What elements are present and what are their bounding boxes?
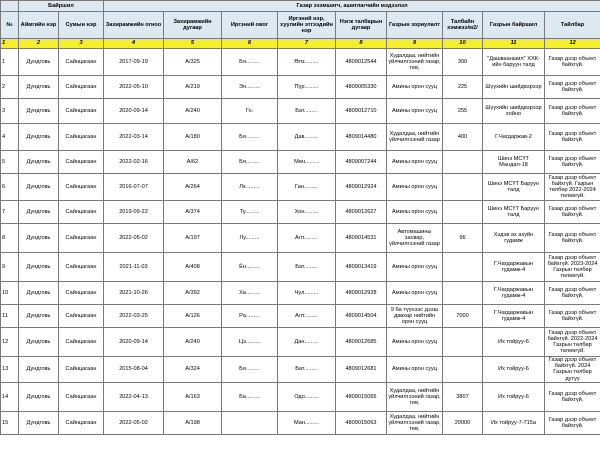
- cell-order-number: А/408: [164, 253, 222, 282]
- cell-parcel-number: 4809005330: [336, 76, 387, 99]
- cell-order-date: 2022-03-14: [104, 124, 164, 151]
- table-row: [1, 357, 600, 383]
- cell-order-number: А/325: [164, 49, 222, 76]
- cell-no: 4: [1, 124, 19, 151]
- cell-no: 9: [1, 253, 19, 282]
- cell-notes: Газар дээр объект байхгүй.: [545, 99, 600, 124]
- cell-area: 96: [443, 224, 483, 253]
- cell-order-date: 2020-09-14: [104, 328, 164, 357]
- column-header-order-date: Захирамжийн огноо: [104, 12, 164, 39]
- cell-notes: Газар дээр объект байхгүй.: [545, 305, 600, 328]
- cell-notes: Газар дээр объект байхгүй.: [545, 282, 600, 305]
- cell-soum: Сайнцагаан: [59, 124, 104, 151]
- cell-land-location: Их тойруу-6: [483, 357, 545, 383]
- cell-name: Бат.........: [278, 99, 336, 124]
- column-header-area: Талбайн хэмжээ/м2/: [443, 12, 483, 39]
- table-row: [1, 76, 600, 99]
- column-number: 11: [483, 39, 545, 49]
- cell-land-location: Г.Чагдаржавын гудамж-4: [483, 305, 545, 328]
- cell-aimag: Дундговь: [19, 124, 59, 151]
- table-row: [1, 411, 600, 434]
- cell-land-location: Их тойруу-7-715а: [483, 411, 545, 434]
- cell-surname: Бя.........: [222, 124, 278, 151]
- cell-soum: Сайнцагаан: [59, 99, 104, 124]
- cell-aimag: Дундговь: [19, 282, 59, 305]
- cell-aimag: Дундговь: [19, 151, 59, 174]
- cell-surname: Ра.........: [222, 305, 278, 328]
- cell-aimag: Дундговь: [19, 99, 59, 124]
- cell-no: 12: [1, 328, 19, 357]
- cell-order-number: А/240: [164, 328, 222, 357]
- table-row: [1, 124, 600, 151]
- cell-soum: Сайнцагаан: [59, 328, 104, 357]
- cell-soum: Сайнцагаан: [59, 174, 104, 201]
- cell-soum: Сайнцагаан: [59, 224, 104, 253]
- cell-area: 3807: [443, 382, 483, 411]
- column-number: 6: [222, 39, 278, 49]
- cell-parcel-number: 4809007244: [336, 151, 387, 174]
- cell-land-purpose: Худалдаа, нийтийн үйлчилгээний газар, тев,: [387, 382, 443, 411]
- cell-no: 6: [1, 174, 19, 201]
- table-row: [1, 328, 600, 357]
- cell-order-number: А/62: [164, 151, 222, 174]
- cell-notes: Газар дээр объект байхгүй.: [545, 411, 600, 434]
- cell-parcel-number: 4809012685: [336, 328, 387, 357]
- column-header-no: №: [1, 12, 19, 39]
- cell-aimag: Дундговь: [19, 224, 59, 253]
- cell-surname: Бя.........: [222, 151, 278, 174]
- cell-order-number: А/219: [164, 76, 222, 99]
- cell-order-date: 2022-05-10: [104, 76, 164, 99]
- column-number: 10: [443, 39, 483, 49]
- cell-surname: Бя.........: [222, 49, 278, 76]
- cell-name: Мөн.........: [278, 151, 336, 174]
- cell-aimag: Дундговь: [19, 382, 59, 411]
- cell-order-number: А/392: [164, 282, 222, 305]
- cell-order-date: 2021-11-03: [104, 253, 164, 282]
- column-number: 12: [545, 39, 600, 49]
- cell-parcel-number: 4809014480: [336, 124, 387, 151]
- cell-surname: Бя.........: [222, 357, 278, 383]
- cell-land-purpose: Амины орон сууц: [387, 99, 443, 124]
- cell-no: 10: [1, 282, 19, 305]
- cell-aimag: Дундговь: [19, 305, 59, 328]
- column-header-order-number: Захирамжийн дугаар: [164, 12, 222, 39]
- column-header-land-location: Газрын байршил: [483, 12, 545, 39]
- cell-land-purpose: Худалдаа, нийтийн үйлчилгээний газар, тев,: [387, 411, 443, 434]
- cell-land-purpose: Амины орон сууц: [387, 253, 443, 282]
- cell-aimag: Дундговь: [19, 76, 59, 99]
- column-header-surname: Иргэний овог: [222, 12, 278, 39]
- group-header-land-owner: Газар эзэмшигч, ашиглагчийн мэдээлэл: [104, 1, 600, 12]
- cell-land-location: Шүүхийн шийдвэрээр хойно: [483, 99, 545, 124]
- cell-land-purpose: Амины орон сууц: [387, 357, 443, 383]
- cell-order-number: А/324: [164, 357, 222, 383]
- group-header-location: Байршил: [19, 1, 104, 12]
- cell-no: 2: [1, 76, 19, 99]
- cell-land-location: Г.Чагдаржавын гудамж-4: [483, 253, 545, 282]
- cell-notes: Газар дээр объект байхгүй.: [545, 224, 600, 253]
- table-row: [1, 49, 600, 76]
- cell-order-date: 2021-10-26: [104, 282, 164, 305]
- column-header-parcel-number: Нэгж талбарын дугаар: [336, 12, 387, 39]
- cell-land-location: Шинэ МСҮТ Баруун талд: [483, 201, 545, 224]
- cell-no: 3: [1, 99, 19, 124]
- cell-area: [443, 328, 483, 357]
- column-number: 9: [387, 39, 443, 49]
- column-number: 3: [59, 39, 104, 49]
- cell-aimag: Дундговь: [19, 253, 59, 282]
- table-row: [1, 151, 600, 174]
- cell-area: [443, 253, 483, 282]
- cell-parcel-number: 4809014504: [336, 305, 387, 328]
- cell-soum: Сайнцагаан: [59, 357, 104, 383]
- cell-no: 7: [1, 201, 19, 224]
- table-row: [1, 201, 600, 224]
- cell-area: [443, 357, 483, 383]
- cell-parcel-number: 4809012544: [336, 49, 387, 76]
- cell-order-date: 2016-07-07: [104, 174, 164, 201]
- cell-area: 400: [443, 124, 483, 151]
- cell-area: 225: [443, 76, 483, 99]
- column-number: 5: [164, 39, 222, 49]
- cell-area: 300: [443, 49, 483, 76]
- cell-name: Алт.........: [278, 305, 336, 328]
- cell-land-purpose: Амины орон сууц: [387, 328, 443, 357]
- column-number: 8: [336, 39, 387, 49]
- cell-name: Дав.........: [278, 124, 336, 151]
- cell-no: 5: [1, 151, 19, 174]
- cell-no: 13: [1, 357, 19, 383]
- cell-aimag: Дундговь: [19, 411, 59, 434]
- cell-surname: Ха.........: [222, 282, 278, 305]
- cell-area: [443, 201, 483, 224]
- cell-land-purpose: Амины орон сууц: [387, 174, 443, 201]
- cell-land-purpose: Амины орон сууц: [387, 282, 443, 305]
- column-number: 1: [1, 39, 19, 49]
- cell-notes: Газар дээр объект байхгүй.: [545, 201, 600, 224]
- table-row: [1, 253, 600, 282]
- cell-order-number: А/197: [164, 224, 222, 253]
- cell-no: 14: [1, 382, 19, 411]
- cell-order-number: А/264: [164, 174, 222, 201]
- cell-notes: Газар дээр объект байхгүй.: [545, 76, 600, 99]
- cell-surname: Ён.........: [222, 253, 278, 282]
- cell-name: Ман.........: [278, 411, 336, 434]
- cell-order-date: 2022-03-25: [104, 305, 164, 328]
- cell-soum: Сайнцагаан: [59, 282, 104, 305]
- cell-parcel-number: 4809013419: [336, 253, 387, 282]
- table-row: [1, 224, 600, 253]
- cell-aimag: Дундговь: [19, 174, 59, 201]
- cell-land-location: Шүүхийн шийдвэрээр: [483, 76, 545, 99]
- column-number: 7: [278, 39, 336, 49]
- cell-land-purpose: Автомашины засвар, үйлчилгээний газар: [387, 224, 443, 253]
- cell-aimag: Дундговь: [19, 201, 59, 224]
- cell-notes: Газар дээр объект байхгүй.: [545, 382, 600, 411]
- cell-soum: Сайнцагаан: [59, 411, 104, 434]
- cell-no: 8: [1, 224, 19, 253]
- cell-order-number: А/126: [164, 305, 222, 328]
- cell-surname: Го.: [222, 99, 278, 124]
- table-row: [1, 99, 600, 124]
- cell-soum: Сайнцагаан: [59, 151, 104, 174]
- cell-area: [443, 151, 483, 174]
- cell-order-date: 2015-08-04: [104, 357, 164, 383]
- cell-notes: Газар дээр объект байхгүй.: [545, 151, 600, 174]
- cell-parcel-number: 4809012928: [336, 282, 387, 305]
- cell-notes: Газар дээр объект байхгүй. 2023-2024 Газрын төлбөр төлөөгүй.: [545, 253, 600, 282]
- cell-area: [443, 282, 483, 305]
- cell-name: Бат.........: [278, 357, 336, 383]
- cell-name: Пүр.........: [278, 76, 336, 99]
- cell-parcel-number: 4809012681: [336, 357, 387, 383]
- table-row: [1, 305, 600, 328]
- cell-area: 20000: [443, 411, 483, 434]
- cell-aimag: Дундговь: [19, 328, 59, 357]
- cell-parcel-number: 4809015063: [336, 411, 387, 434]
- column-number: 4: [104, 39, 164, 49]
- cell-notes: Газар дээр объект байхгүй.: [545, 124, 600, 151]
- cell-order-number: А/374: [164, 201, 222, 224]
- cell-land-location: Г.Чагдаржав-2: [483, 124, 545, 151]
- cell-area: [443, 174, 483, 201]
- cell-surname: Ба.........: [222, 382, 278, 411]
- column-header-aimag: Аймгийн нэр: [19, 12, 59, 39]
- cell-land-purpose: Худалдаа, нийтийн үйлчилгээний газар: [387, 124, 443, 151]
- cell-no: 15: [1, 411, 19, 434]
- cell-name: Бат.........: [278, 253, 336, 282]
- cell-no: 11: [1, 305, 19, 328]
- cell-soum: Сайнцагаан: [59, 49, 104, 76]
- cell-name: Одо.........: [278, 382, 336, 411]
- column-header-notes: Тайлбар: [545, 12, 600, 39]
- column-header-land-purpose: Газрын зориулалт: [387, 12, 443, 39]
- cell-name: Өлз.........: [278, 49, 336, 76]
- cell-parcel-number: 4809015065: [336, 382, 387, 411]
- cell-order-number: А/163: [164, 382, 222, 411]
- cell-area: 255: [443, 99, 483, 124]
- cell-soum: Сайнцагаан: [59, 253, 104, 282]
- cell-land-location: "Дашвааншил" ХХК-ийн баруун талд: [483, 49, 545, 76]
- cell-notes: Газар дээр объект байхгүй. Газрын төлбөр 2022-2024 төлөөгүй.: [545, 174, 600, 201]
- cell-aimag: Дундговь: [19, 49, 59, 76]
- cell-order-date: 2020-09-14: [104, 99, 164, 124]
- cell-land-location: Их тойруу-6: [483, 382, 545, 411]
- group-header-blank: [1, 1, 19, 12]
- cell-notes: Газар дээр объект байхгүй.: [545, 49, 600, 76]
- cell-parcel-number: 4809012710: [336, 99, 387, 124]
- cell-soum: Сайнцагаан: [59, 305, 104, 328]
- cell-parcel-number: 4809014531: [336, 224, 387, 253]
- column-header-name: Иргэний нэр, хуулийн этгээдийн нэр: [278, 12, 336, 39]
- cell-land-purpose: Амины орон сууц: [387, 201, 443, 224]
- cell-order-date: 2022-05-02: [104, 224, 164, 253]
- cell-soum: Сайнцагаан: [59, 201, 104, 224]
- cell-parcel-number: 4809012924: [336, 174, 387, 201]
- cell-surname: Ту.........: [222, 201, 278, 224]
- cell-surname: Эн.........: [222, 76, 278, 99]
- cell-surname: Лу.........: [222, 224, 278, 253]
- cell-land-location: Шинэ МСҮТ Баруун талд: [483, 174, 545, 201]
- cell-name: Ган.........: [278, 174, 336, 201]
- cell-area: 7000: [443, 305, 483, 328]
- cell-land-location: Их тойруу-6: [483, 328, 545, 357]
- cell-name: Алт.........: [278, 224, 336, 253]
- cell-land-purpose: Амины орон сууц: [387, 76, 443, 99]
- cell-name: Чул.........: [278, 282, 336, 305]
- column-number: 2: [19, 39, 59, 49]
- cell-order-date: 2017-09-19: [104, 49, 164, 76]
- table-row: [1, 282, 600, 305]
- cell-order-number: А/198: [164, 411, 222, 434]
- cell-land-location: Шинэ МСҮТ Мандал-18: [483, 151, 545, 174]
- cell-soum: Сайнцагаан: [59, 76, 104, 99]
- table-row: [1, 382, 600, 411]
- cell-order-date: 2022-05-02: [104, 411, 164, 434]
- cell-notes: Газар дээр объект байхгүй. 2022-2024 Газрын төлбөр төлөөгүй.: [545, 328, 600, 357]
- cell-land-location: Г.Чагдаржавын гудамж-4: [483, 282, 545, 305]
- column-header-soum: Сумын нэр: [59, 12, 104, 39]
- cell-soum: Сайнцагаан: [59, 382, 104, 411]
- table-row: [1, 174, 600, 201]
- cell-order-date: 2022-04-13: [104, 382, 164, 411]
- cell-order-number: А/180: [164, 124, 222, 151]
- cell-land-purpose: Амины орон сууц: [387, 151, 443, 174]
- cell-name: Хон.........: [278, 201, 336, 224]
- cell-name: Дан.........: [278, 328, 336, 357]
- cell-land-location: Хэдэв ах ахуйн гудамж: [483, 224, 545, 253]
- cell-order-number: А/240: [164, 99, 222, 124]
- cell-no: 1: [1, 49, 19, 76]
- cell-parcel-number: 4809012627: [336, 201, 387, 224]
- cell-aimag: Дундговь: [19, 357, 59, 383]
- cell-surname: Цэ.........: [222, 328, 278, 357]
- cell-surname: [222, 411, 278, 434]
- cell-order-date: 2022-02-16: [104, 151, 164, 174]
- cell-land-purpose: Худалдаа, нийтийн үйлчилгээний газар, тев,: [387, 49, 443, 76]
- cell-surname: Лх.........: [222, 174, 278, 201]
- cell-notes: Газар дээр объект байхгүй. 2024 Газрын төлбөр дутуу: [545, 357, 600, 383]
- cell-order-date: 2019-09-22: [104, 201, 164, 224]
- cell-land-purpose: 9 ба түүнээс дээш давхар нийтийн орон сууц: [387, 305, 443, 328]
